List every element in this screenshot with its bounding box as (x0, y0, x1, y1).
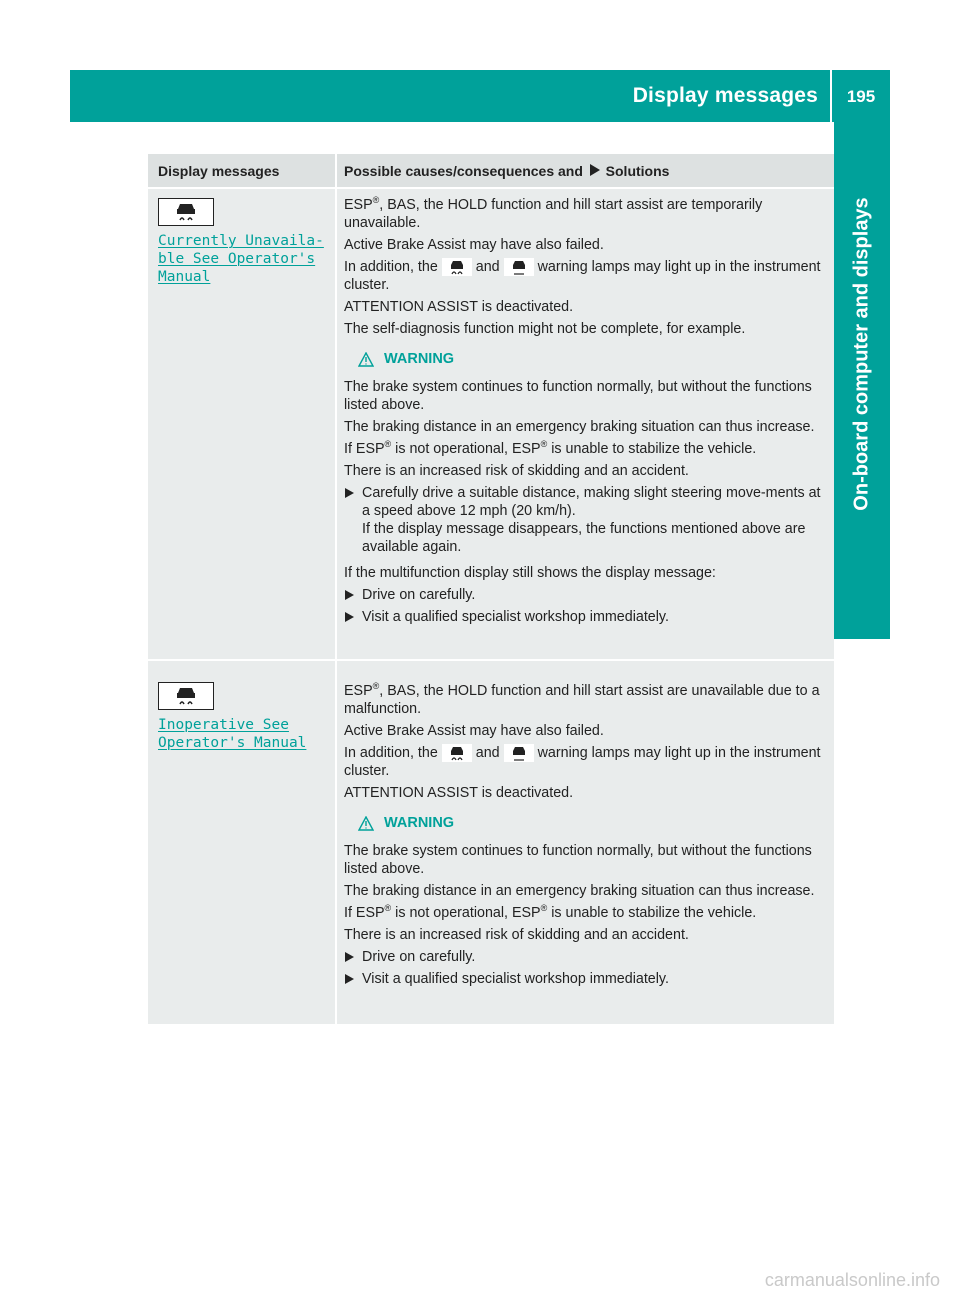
action-arrow-icon (589, 164, 600, 176)
display-messages-table (148, 154, 834, 1024)
esp-warning-icon (158, 682, 214, 710)
side-chapter-title: On-board computer and displays (850, 197, 873, 511)
esp-lamp-icon (442, 744, 472, 762)
table-row-2-solutions: ESP®, BAS, the HOLD function and hill start assist are unavailable due to a malfunction. Active Brake Assist may have also failed. In addition, the and warning lamps may light up in the instrument cluster. ATTENTION ASSIST is deactivated. WARNING The brake system continues to function normally, but without the functions listed above. The braking distance in an emergency braking situation can thus increase. If ESP® is not operational, ESP® is unable to stabilize the vehicle. There is an increased risk of skidding and an accident. Drive on carefully. Visit a qualified specialist workshop immediately. (344, 682, 828, 992)
side-chapter-tab (834, 122, 890, 592)
warning-heading: WARNING (344, 814, 828, 832)
col2-header-prefix: Possible causes/consequences and (344, 163, 583, 179)
action-step: Visit a qualified specialist workshop immediately. (344, 970, 828, 988)
action-arrow-icon (344, 488, 354, 498)
table-header (148, 154, 834, 189)
table-row-1-message (158, 198, 324, 286)
action-arrow-icon (344, 612, 354, 622)
col2-header-suffix: Solutions (605, 163, 670, 179)
page-number: 195 (846, 87, 876, 106)
table-row-1-solutions: ESP®, BAS, the HOLD function and hill start assist are temporarily unavailable. Active Brake Assist may have also failed. In addition, the and warning lamps may light up in the instrument cluster. ATTENTION ASSIST is deactivated. The self-diagnosis function might not be complete, for example. WARNING The brake system continues to function normally, but without the functions listed above. The braking distance in an emergency braking situation can thus increase. If ESP® is not operational, ESP® is unable to stabilize the vehicle. There is an increased risk of skidding and an accident. Carefully drive a suitable distance, making slight steering move‐ments at a speed above 12 mph (20 km/h). If the display message disappears, the functions mentioned above are available again. If the multifunction display still shows the display message: Drive on carefully. Visit a qualified specialist workshop immediately. (344, 196, 828, 630)
action-step: Carefully drive a suitable distance, making slight steering move‐ments at a speed above 12 mph (20 km/h). If the display message disappears, the functions mentioned above are available again. (344, 484, 828, 556)
column-divider (335, 154, 337, 1024)
watermark: carmanualsonline.info (764, 1270, 940, 1290)
warning-triangle-icon (358, 352, 374, 367)
warning-heading: WARNING (344, 350, 828, 368)
action-step: Drive on carefully. (344, 586, 828, 604)
col2-header (344, 163, 669, 179)
header-title: Display messages (632, 84, 818, 107)
page-header (70, 70, 890, 122)
display-message-text: Inoperative See Operator's Manual (158, 717, 307, 751)
table-row-2-message (158, 682, 306, 752)
row-divider (148, 659, 834, 661)
esp-warning-icon (158, 198, 214, 226)
action-arrow-icon (344, 590, 354, 600)
display-message-text: Currently Unavaila‐ ble See Operator's Manual (158, 233, 324, 285)
col1-header: Display messages (158, 163, 280, 179)
esp-lamp-icon (442, 258, 472, 276)
action-step: Visit a qualified specialist workshop immediately. (344, 608, 828, 626)
action-arrow-icon (344, 974, 354, 984)
side-tab-marker (834, 592, 890, 639)
action-step: Drive on carefully. (344, 948, 828, 966)
esp-off-lamp-icon (504, 258, 534, 276)
esp-off-lamp-icon (504, 744, 534, 762)
action-arrow-icon (344, 952, 354, 962)
warning-triangle-icon (358, 816, 374, 831)
